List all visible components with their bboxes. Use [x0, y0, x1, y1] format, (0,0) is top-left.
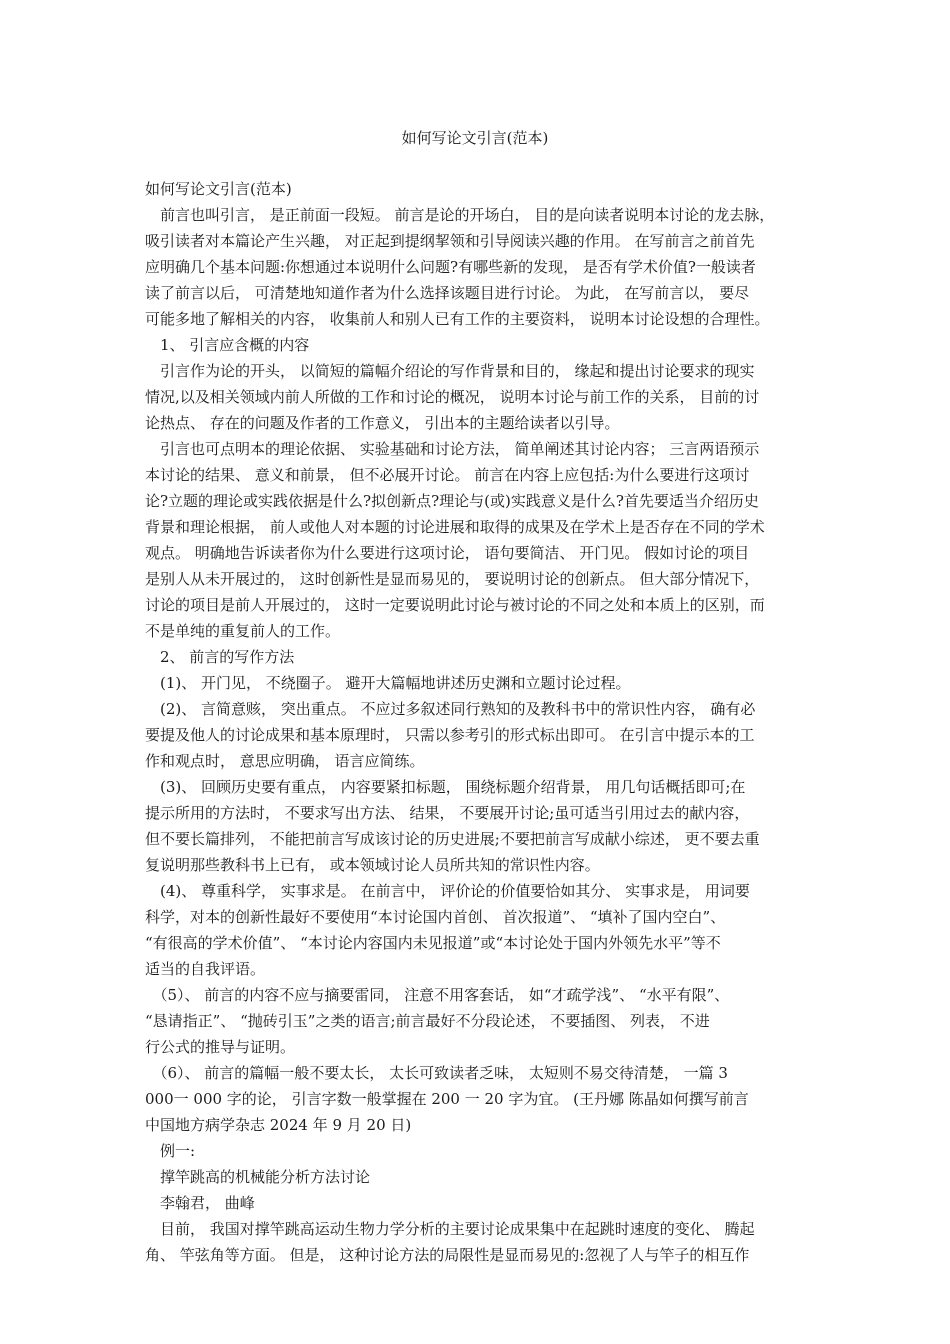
text-line: 适当的自我评语。 [145, 960, 266, 978]
text-line: 论热点、 存在的问题及作者的工作意义， 引出本的主题给读者以引导。 [145, 414, 620, 432]
text-line: 情况,以及相关领域内前人所做的工作和讨论的概况， 说明本讨论与前工作的关系， 目前的讨 [145, 388, 760, 406]
text-line: 前言也叫引言， 是正前面一段短。 前言是论的开场白， 目的是向读者说明本讨论的龙去脉， [145, 206, 775, 224]
text-line: 目前， 我国对撑竿跳高运动生物力学分析的主要讨论成果集中在起跳时速度的变化、 腾起 [145, 1220, 755, 1238]
example-title: 撑竿跳高的机械能分析方法讨论 [145, 1168, 371, 1186]
text-line: (3)、 回顾历史要有重点， 内容要紧扣标题， 围绕标题介绍背景， 用几句话概括即可;在 [145, 778, 746, 796]
text-line: 中国地方病学杂志 2024 年 9 月 20 日) [145, 1116, 412, 1134]
text-line: 作和观点时， 意思应明确， 语言应简练。 [145, 752, 425, 770]
text-line: 读了前言以后， 可清楚地知道作者为什么选择该题目进行讨论。 为此， 在写前言以， 要尽 [145, 284, 750, 302]
text-line: 角、 竿弦角等方面。 但是， 这种讨论方法的局限性是显而易见的:忽视了人与竿子的相互作 [145, 1246, 750, 1264]
text-line: 是别人从未开展过的， 这时创新性是显而易见的， 要说明讨论的创新点。 但大部分情况下， [145, 570, 760, 588]
text-line: 背景和理论根据， 前人或他人对本题的讨论进展和取得的成果及在学术上是否存在不同的学术 [145, 518, 765, 536]
document-body [145, 176, 815, 1268]
example-authors: 李翰君， 曲峰 [145, 1194, 255, 1212]
section-heading: 1、 引言应含概的内容 [145, 336, 310, 354]
text-line: 如何写论文引言(范本) [145, 180, 292, 198]
text-line: (2)、 言简意赅， 突出重点。 不应过多叙述同行熟知的及教科书中的常识性内容， 确有必 [145, 700, 756, 718]
text-line: “有很高的学术价值”、 “本讨论内容国内未见报道”或“本讨论处于国内外领先水平”等不 [145, 934, 721, 952]
text-line: 观点。 明确地告诉读者你为什么要进行这项讨论， 语句要简洁、 开门见。 假如讨论的项目 [145, 544, 750, 562]
text-line: 不是单纯的重复前人的工作。 [145, 622, 341, 640]
text-line: 例一: [145, 1142, 196, 1160]
text-line: 000一 000 字的论， 引言字数一般掌握在 200 一 20 字为宜。 (王丹娜 陈晶如何撰写前言 [145, 1090, 749, 1108]
text-line: (1)、 开门见， 不绕圈子。 避开大篇幅地讲述历史渊和立题讨论过程。 [145, 674, 631, 692]
text-line: （5）、 前言的内容不应与摘要雷同， 注意不用客套话， 如“才疏学浅”、 “水平有限”、 [145, 986, 730, 1004]
text-line: 应明确几个基本问题:你想通过本说明什么问题?有哪些新的发现， 是否有学术价值?一般读者 [145, 258, 756, 276]
page-title: 如何写论文引言(范本) [401, 129, 549, 147]
text-line: 吸引读者对本篇论产生兴趣， 对正起到提纲挈领和引导阅读兴趣的作用。 在写前言之前首先 [145, 232, 755, 250]
text-line: 但不要长篇排列， 不能把前言写成该讨论的历史进展;不要把前言写成献小综述， 更不要去重 [145, 830, 760, 848]
text-line: 引言也可点明本的理论依据、 实验基础和讨论方法， 简单阐述其讨论内容； 三言两语预示 [145, 440, 760, 458]
text-line: 要提及他人的讨论成果和基本原理时， 只需以参考引的形式标出即可。 在引言中提示本的工 [145, 726, 755, 744]
text-line: 行公式的推导与证明。 [145, 1038, 296, 1056]
text-line: (4)、 尊重科学， 实事求是。 在前言中， 评价论的价值要恰如其分、 实事求是， 用词要 [145, 882, 750, 900]
text-line: 论?立题的理论或实践依据是什么?拟创新点?理论与(或)实践意义是什么?首先要适当介绍历史 [145, 492, 759, 510]
text-line: 引言作为论的开头， 以简短的篇幅介绍论的写作背景和目的， 缘起和提出讨论要求的现实 [145, 362, 755, 380]
text-line: 科学，对本的创新性最好不要使用“本讨论国内首创、 首次报道”、 “填补了国内空白”、 [145, 908, 726, 926]
section-heading: 2、 前言的写作方法 [145, 648, 295, 666]
text-line: 复说明那些教科书上已有， 或本领域讨论人员所共知的常识性内容。 [145, 856, 600, 874]
text-line: “恳请指正”、 “抛砖引玉”之类的语言;前言最好不分段论述， 不要插图、 列表， 不进 [145, 1012, 710, 1030]
text-line: 讨论的项目是前人开展过的， 这时一定要说明此讨论与被讨论的不同之处和本质上的区别，而 [145, 596, 765, 614]
text-line: 本讨论的结果、 意义和前景， 但不必展开讨论。 前言在内容上应包括:为什么要进行这项讨 [145, 466, 750, 484]
text-line: 提示所用的方法时， 不要求写出方法、 结果， 不要展开讨论;虽可适当引用过去的献内容， [145, 804, 750, 822]
text-line: 可能多地了解相关的内容， 收集前人和别人已有工作的主要资料， 说明本讨论设想的合理性。 [145, 310, 770, 328]
text-line: （6）、 前言的篇幅一般不要太长， 太长可致读者乏味， 太短则不易交待清楚， 一篇 3 [145, 1064, 728, 1082]
